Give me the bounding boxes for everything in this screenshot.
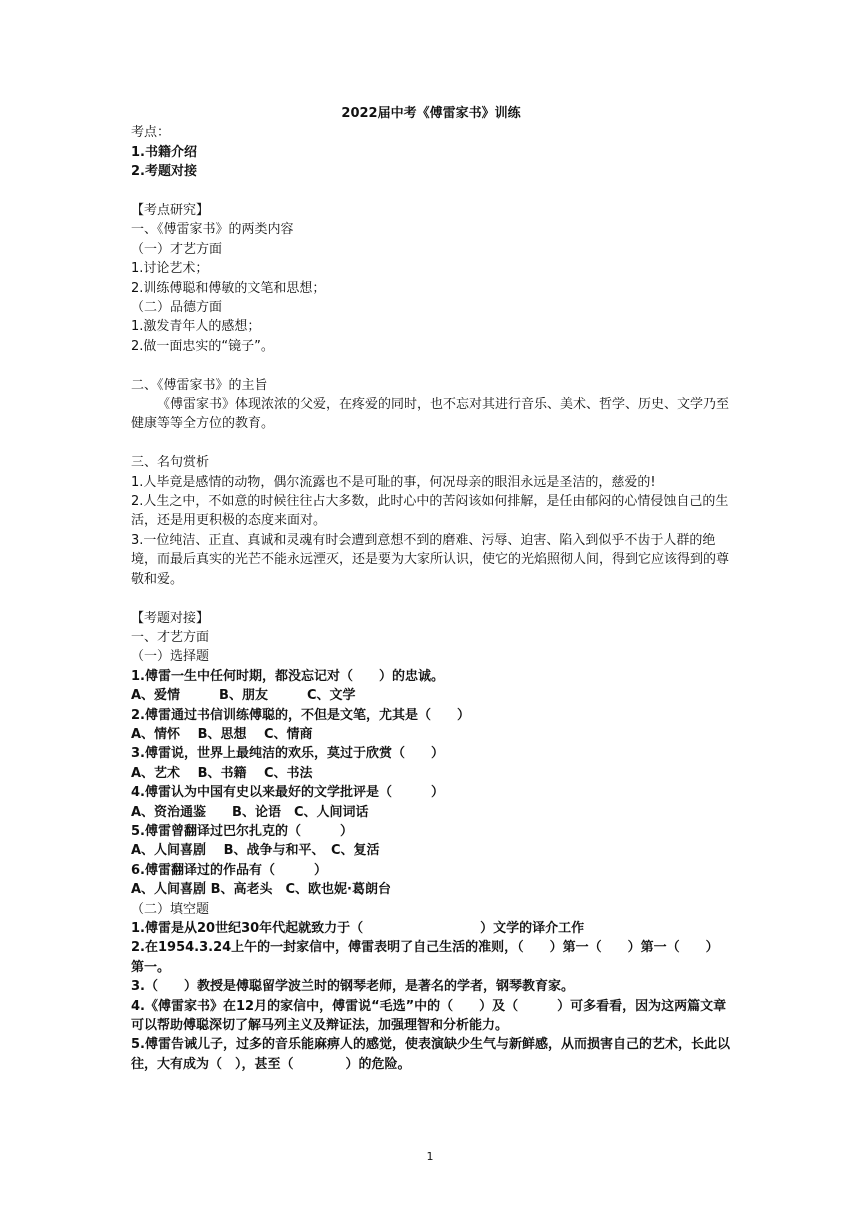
question: 2.傅雷通过书信训练傅聪的，不但是文笔，尤其是（ ）: [131, 707, 470, 723]
spacer: [131, 434, 731, 453]
question-options: A、人间喜剧 B、战争与和平、 C、复活: [131, 843, 380, 859]
section-title: 一、《傅雷家书》的两类内容: [131, 222, 294, 238]
spacer: [131, 589, 731, 608]
question-options: A、人间喜剧 B、高老头 C、欧也妮·葛朗台: [131, 882, 391, 898]
subsection-title: （一）才艺方面: [131, 241, 223, 257]
quote-item: 3.一位纯洁、正直、真诚和灵魂有时会遭到意想不到的磨难、污辱、迫害、陷入到似乎不齿于人群的绝境，而最后真实的光芒不能永远湮灭，还是要为大家所认识，使它的光焰照彻人间，得到它应该得到的尊敬和爱。: [131, 532, 730, 587]
section-title: 一、才艺方面: [131, 629, 210, 645]
exam-heading: 【考题对接】: [131, 610, 210, 626]
section-title: 三、名句赏析: [131, 455, 210, 471]
research-heading: 【考点研究】: [131, 203, 210, 219]
kaodian-item: 1.书籍介绍: [131, 144, 197, 160]
fill-question: 5.傅雷告诫儿子，过多的音乐能麻痹人的感觉，使表演缺少生气与新鲜感，从而损害自己的艺术，长此以往，大有成为（ ），甚至（ ）的危险。: [131, 1037, 730, 1072]
question: 3.傅雷说，世界上最纯洁的欢乐，莫过于欣赏（ ）: [131, 746, 444, 762]
list-item: 2.训练傅聪和傅敏的文笔和思想；: [131, 280, 326, 296]
fill-question: 1.傅雷是从20世纪30年代起就致力于（ ）文学的译介工作: [131, 921, 585, 936]
question-options: A、艺术 B、书籍 C、书法: [131, 765, 313, 781]
question-options: A、爱情 B、朋友 C、文学: [131, 688, 356, 704]
spacer: [131, 356, 731, 375]
spacer: [131, 182, 731, 201]
question: 5.傅雷曾翻译过巴尔扎克的（ ）: [131, 823, 353, 839]
page-number: 1: [426, 1150, 434, 1163]
subsection-title: （二）品德方面: [131, 300, 223, 316]
question: 6.傅雷翻译过的作品有（ ）: [131, 862, 327, 878]
kaodian-label: 考点：: [131, 125, 171, 141]
question: 1.傅雷一生中任何时期，都没忘记对（ ）的忠诚。: [131, 668, 444, 684]
question: 4.傅雷认为中国有史以来最好的文学批评是（ ）: [131, 785, 444, 801]
list-item: 1.激发青年人的感想；: [131, 319, 261, 335]
subsection-title: （二）填空题: [131, 901, 210, 917]
fill-question: 4.《傅雷家书》在12月的家信中，傅雷说“毛选”中的（ ）及（ ）可多看看，因为这两篇文章可以帮助傅聪深切了解马列主义及辩证法，加强理智和分析能力。: [131, 998, 727, 1034]
fill-question: 3.（ ）教授是傅聪留学波兰时的钢琴老师，是著名的学者，钢琴教育家。: [131, 979, 574, 995]
kaodian-item: 2.考题对接: [131, 164, 197, 180]
document-body: [131, 104, 731, 1074]
quote-item: 2.人生之中，不如意的时候往往占大多数，此时心中的苦闷该如何排解，是任由郁闷的心情侵蚀自己的生活，还是用更积极的态度来面对。: [131, 494, 729, 529]
fill-question: 2.在1954.3.24上午的一封家信中，傅雷表明了自己生活的准则，（ ）第一（ ）第一（ ）第一。: [131, 940, 719, 975]
paragraph: 《傅雷家书》体现浓浓的父爱，在疼爱的同时，也不忘对其进行音乐、美术、哲学、历史、文学乃至健康等等全方位的教育。: [131, 397, 730, 432]
list-item: 1.讨论艺术；: [131, 261, 209, 277]
section-title: 二、《傅雷家书》的主旨: [131, 377, 268, 393]
question-options: A、情怀 B、思想 C、情商: [131, 726, 313, 742]
question-options: A、资治通鉴 B、论语 C、人间词话: [131, 804, 369, 820]
list-item: 2.做一面忠实的“镜子”。: [131, 338, 274, 354]
subsection-title: （一）选择题: [131, 649, 210, 665]
quote-item: 1.人毕竟是感情的动物，偶尔流露也不是可耻的事，何况母亲的眼泪永远是圣洁的，慈爱的!: [131, 474, 656, 490]
document-title: 2022届中考《傅雷家书》训练: [341, 106, 521, 121]
